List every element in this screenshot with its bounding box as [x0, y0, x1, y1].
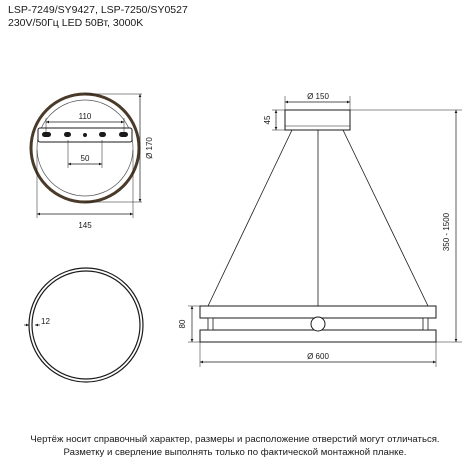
- ring-side-right-post: [423, 318, 428, 330]
- installation-note: Разметку и сверление выполнять только по фактической монтажной планке.: [63, 447, 407, 458]
- ring-side-bottom-band: [200, 330, 436, 342]
- disclaimer-note: Чертёж носит справочный характер, размеры и расположение отверстий могут отличаться.: [30, 434, 440, 445]
- ring-top-view: [24, 268, 143, 382]
- dim-suspension-range: 350 - 1500: [442, 212, 451, 252]
- dim-ring-height: 80: [178, 319, 187, 329]
- dim-plate-diameter: Ø 170: [145, 137, 154, 159]
- dim-center-hole-spacing: 50: [80, 154, 90, 163]
- dim-ring-width: 12: [41, 317, 50, 326]
- dim-canopy-height: 45: [263, 115, 272, 125]
- electrical-specs: 230V/50Гц LED 50Вт, 3000K: [8, 17, 144, 29]
- cable-right: [343, 130, 428, 306]
- cable-left: [208, 130, 292, 306]
- canopy-outer-circle: [31, 94, 139, 202]
- dim-ring-diameter: Ø 600: [307, 352, 329, 361]
- bar-center-hole: [83, 133, 87, 137]
- model-numbers: LSP-7249/SY9427, LSP-7250/SY0527: [8, 4, 188, 16]
- bar-slot-right: [119, 132, 128, 137]
- ring-connector: [311, 317, 325, 331]
- bar-hole-center-left: [64, 132, 71, 137]
- ring-side-left-post: [208, 318, 213, 330]
- side-view: [178, 92, 462, 367]
- dim-canopy-diameter: Ø 150: [307, 92, 329, 101]
- dim-hole-spacing: 110: [78, 112, 92, 121]
- bar-slot-left: [42, 132, 51, 137]
- ring-side-top-band: [200, 306, 436, 318]
- bar-hole-center-right: [99, 132, 106, 137]
- canopy-body: [285, 110, 350, 130]
- dim-inner-width: 145: [78, 221, 92, 230]
- mount-plate-view: [31, 94, 154, 230]
